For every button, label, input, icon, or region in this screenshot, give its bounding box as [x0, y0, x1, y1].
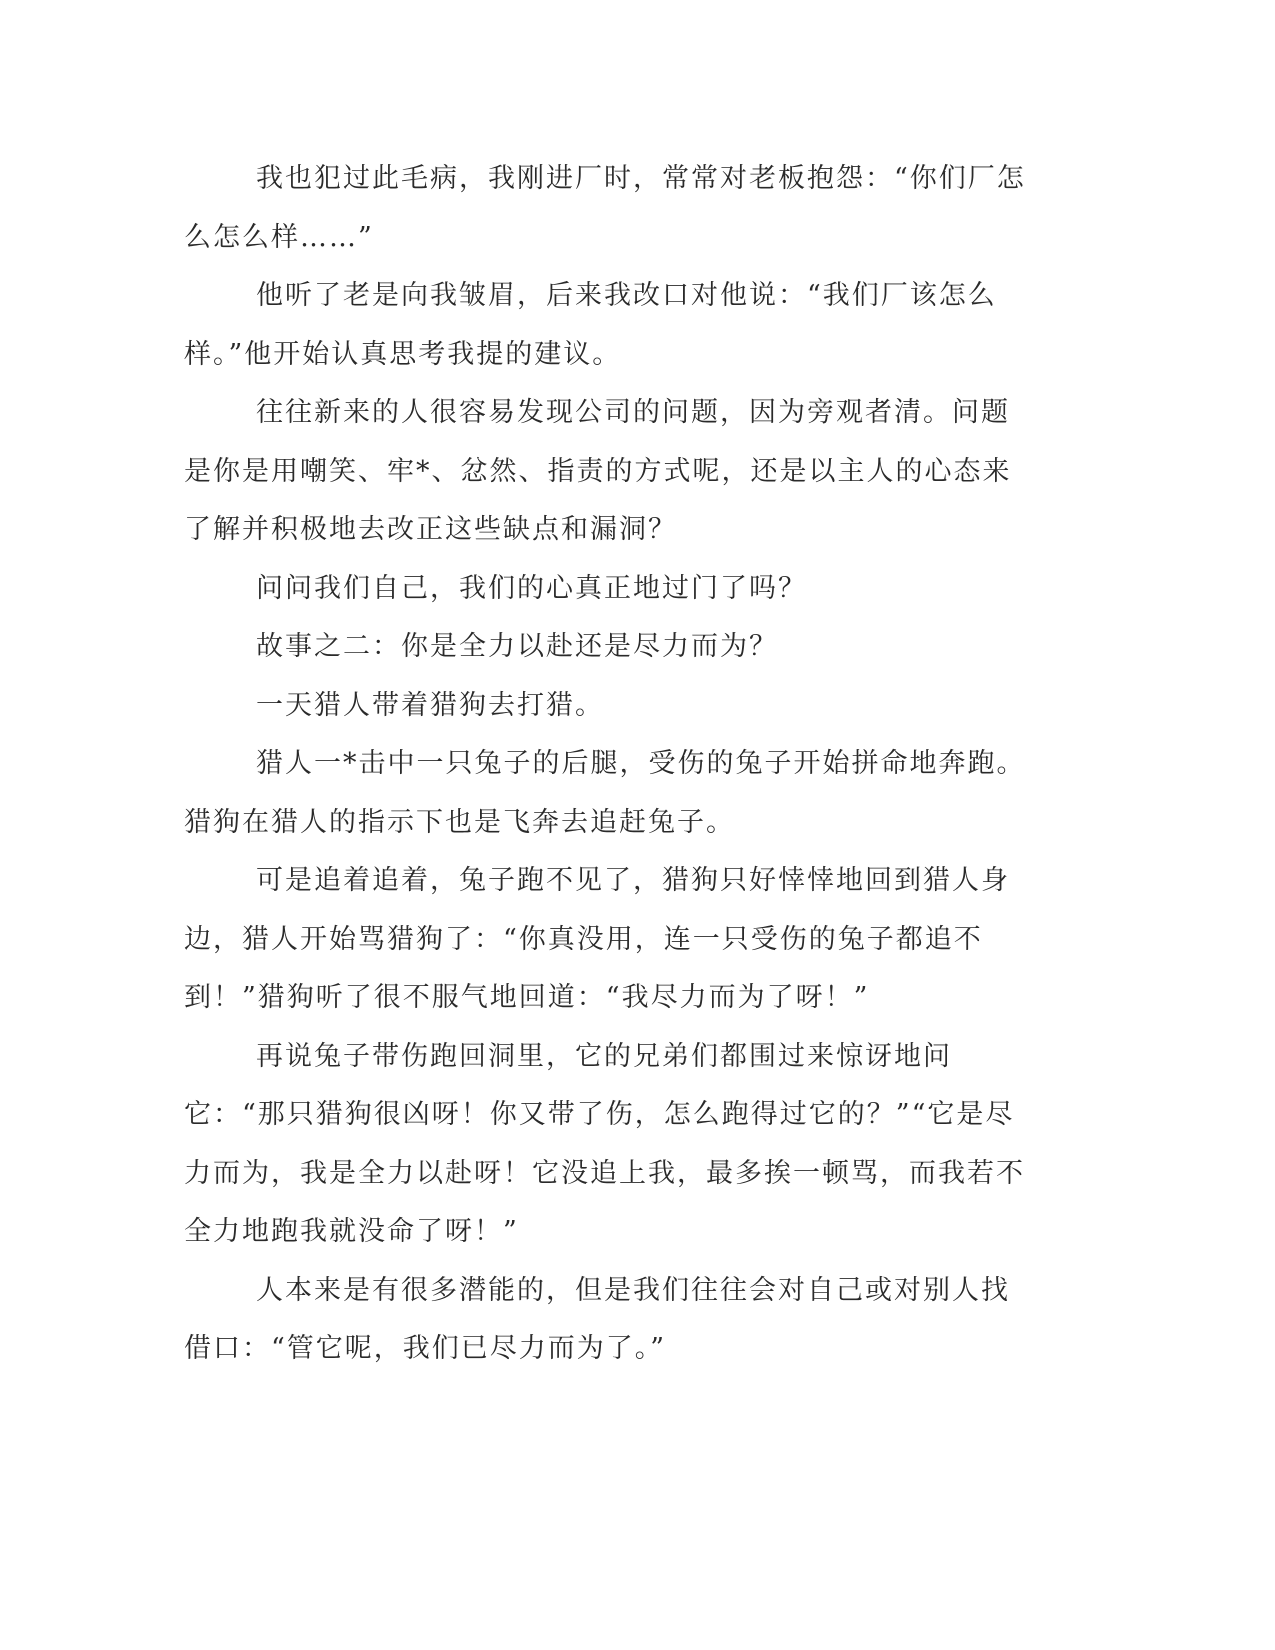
paragraph: 问问我们自己，我们的心真正地过门了吗？	[256, 572, 807, 604]
paragraph: 他听了老是向我皱眉，后来我改口对他说：“我们厂该怎么样。”他开始认真思考我提的建议。	[184, 280, 997, 370]
paragraph: 故事之二：你是全力以赴还是尽力而为？	[256, 631, 778, 662]
paragraph: 我也犯过此毛病，我刚进厂时，常常对老板抱怨：“你们厂怎么怎么样……”	[184, 163, 1026, 253]
paragraph: 可是追着追着，兔子跑不见了，猎狗只好悻悻地回到猎人身边，猎人开始骂猎狗了：“你真没用，连一只受伤的兔子都追不到！”猎狗听了很不服气地回道：“我尽力而为了呀！”	[184, 865, 1010, 1013]
paragraph: 人本来是有很多潜能的，但是我们往往会对自己或对别人找借口：“管它呢，我们已尽力而为了。”	[184, 1274, 1010, 1364]
document-body	[184, 150, 1034, 1379]
paragraph: 一天猎人带着猎狗去打猎。	[256, 689, 604, 721]
paragraph: 猎人一*击中一只兔子的后腿，受伤的兔子开始拼命地奔跑。猎狗在猎人的指示下也是飞奔去追赶兔子。	[184, 748, 1026, 838]
paragraph: 往往新来的人很容易发现公司的问题，因为旁观者清。问题是你是用嘲笑、牢*、忿然、指责的方式呢，还是以主人的心态来了解并积极地去改正这些缺点和漏洞？	[184, 397, 1012, 545]
paragraph: 再说兔子带伤跑回洞里，它的兄弟们都围过来惊讶地问它：“那只猎狗很凶呀！你又带了伤，怎么跑得过它的？”“它是尽力而为，我是全力以赴呀！它没追上我，最多挨一顿骂，而我若不全力地跑我就没命了呀！”	[184, 1040, 1025, 1247]
